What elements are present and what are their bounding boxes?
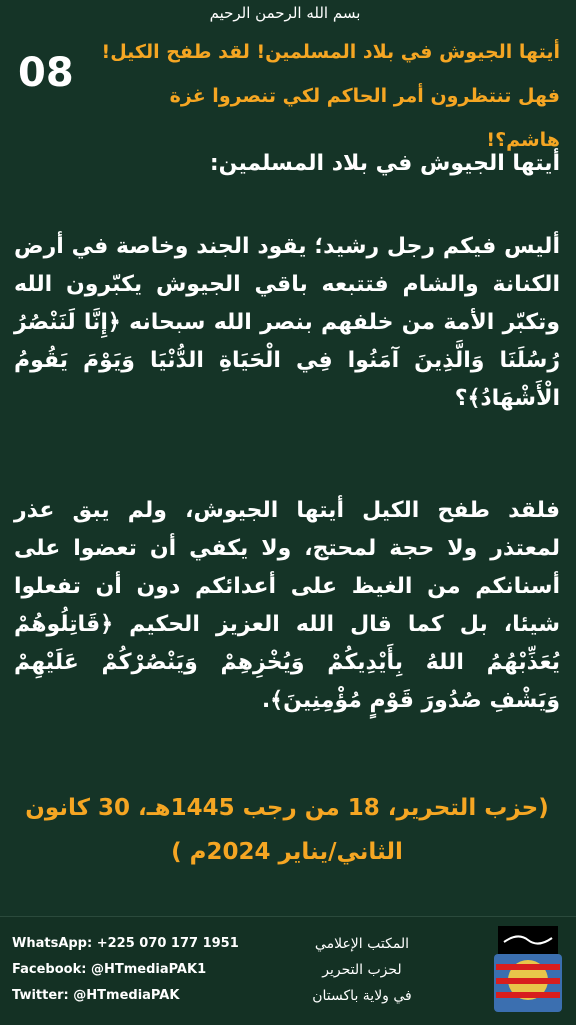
contacts: [12, 931, 239, 1009]
headline: [90, 30, 560, 162]
basmala: بسم الله الرحمن الرحيم: [209, 4, 361, 22]
office-line-1: المكتب الإعلامي: [314, 936, 410, 952]
paragraph-call: فلقد طفح الكيل أيتها الجيوش، ولم يبق عذر لمعتذر ولا حجة لمحتج، ولا يكفي أن تعضوا على أسنانكم من الغيظ على أعدائكم دون أن تفعلوا شيئا، بل كما قال الله العزيز الحكيم ﴿قَاتِلُوهُمْ يُعَذِّبْهُمُ اللهُ بِأَيْدِيكُمْ وَيُخْزِهِمْ وَيَنْصُرْكُمْ عَلَيْهِمْ وَيَشْفِ صُدُورَ قَوْمٍ مُؤْمِنِينَ﴾.: [14, 498, 560, 713]
signature: (حزب التحرير، 18 من رجب 1445هـ، 30 كانون الثاني/يناير 2024م ): [25, 795, 549, 865]
headline-line-1: أيتها الجيوش في بلاد المسلمين! لقد طفح الكيل!: [101, 41, 560, 63]
post-number: 08: [18, 50, 74, 96]
logo-band-3: [496, 992, 560, 998]
paragraph-question: أليس فيكم رجل رشيد؛ يقود الجند وخاصة في أرض الكنانة والشام فتتبعه باقي الجيوش يكبّرون الله وتكبّر الأمة من خلفهم بنصر الله سبحانه ﴿إِنَّا لَنَنْصُرُ رُسُلَنَا وَالَّذِينَ آمَنُوا فِي الْحَيَاةِ الدُّنْيَا وَيَوْمَ يَقُومُ الْأَشْهَادُ﴾؟: [14, 234, 560, 411]
logo-band-2: [496, 978, 560, 984]
facebook-contact: Facebook: @HTmediaPAK1: [12, 962, 207, 977]
media-office-logo: [490, 920, 566, 1016]
twitter-contact: Twitter: @HTmediaPAK: [12, 988, 180, 1003]
office-line-3: في ولاية باكستان: [312, 988, 412, 1004]
logo-band-1: [496, 964, 560, 970]
paragraph-address: أيتها الجيوش في بلاد المسلمين:: [209, 151, 560, 176]
office-line-2: لحزب التحرير: [322, 962, 402, 978]
headline-line-2: فهل تنتظرون أمر الحاكم لكي تنصروا غزة هاشم؟!: [169, 85, 560, 151]
whatsapp-contact: WhatsApp: +225 070 177 1951: [12, 936, 239, 951]
media-office-name: [282, 931, 442, 1009]
